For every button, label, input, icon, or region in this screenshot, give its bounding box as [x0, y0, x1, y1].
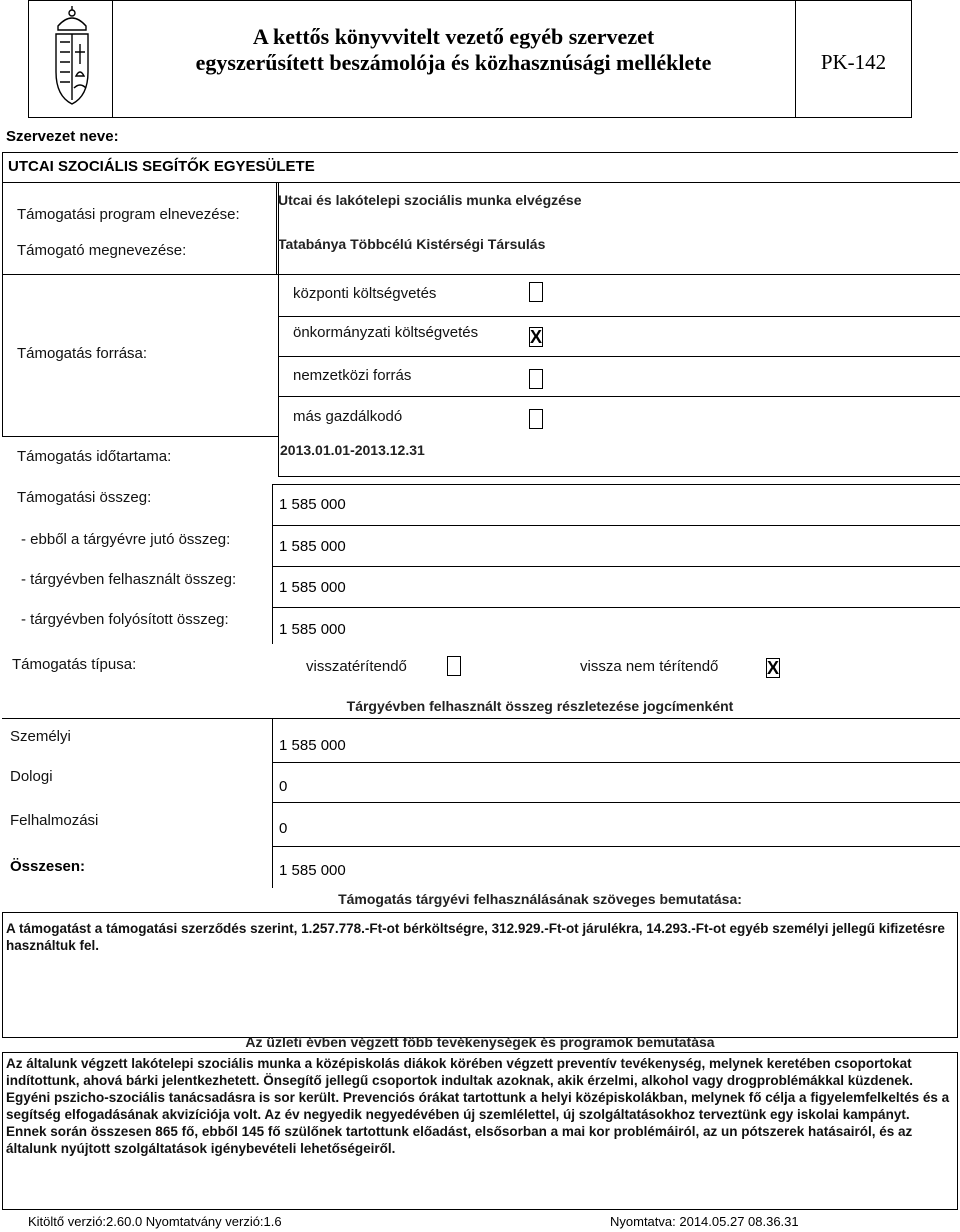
paid-amount-label: - tárgyévben folyósított összeg:: [21, 611, 229, 628]
footer-version: Kitöltő verzió:2.60.0 Nyomtatvány verzió:1.6: [28, 1214, 282, 1229]
activities-text: Az általunk végzett lakótelepi szociális munka a középiskolás diákok körében végzett preventív tevékenység, melynek keretében csoportokat indítottunk, ahová bárki jelentkezhetett. Önsegítő jellegű csoportok indultak azokn​ak, akik érzelmi, alkohol vagy drogproblémákkal küzdenek. Egyéni pszicho-szociális tanácsadásra is sor került. Prevenciós órákat tartottunk a helyi középiskolákban, melynek fő célja a figyelemfelkeltés és a segítség elfogadásának akvizíciója volt. Az év negyedik negyedévében új szemlélettel, új szolgáltatásokhoz terveztünk egy iskolai kampányt. Ennek során összesen 865 fő, ebből 145 fő szülőnek tartottunk előadást, elsősorban a mai kor problémáiról, az un pótszerek hatásairól, és az általunk nyújtott szolgáltatások igénybevételi lehetőségeiről.: [6, 1056, 950, 1156]
duration-value: 2013.01.01-2013.12.31: [280, 442, 425, 458]
org-name-label: Szervezet neve:: [6, 128, 119, 145]
footer-printed: Nyomtatva: 2014.05.27 08.36.31: [610, 1214, 799, 1229]
refundable-label: visszatérítendő: [306, 658, 407, 675]
source-option-other-business: más gazdálkodó: [293, 408, 403, 425]
usage-text: A támogatást a támogatási szerződés szerint, 1.257.778.-Ft-ot bérköltségre, 312.929.-Ft-ot járulékra, 14.293.-Ft-ot egyéb személyi jellegű kifizetésre használtuk fel.: [6, 921, 945, 953]
source-checkbox-international[interactable]: [529, 369, 543, 389]
refundable-checkbox[interactable]: [447, 656, 461, 676]
page-title-line-1: A kettős könyvvitelt vezető egyéb szervezet: [252, 24, 655, 49]
form-code: PK-142: [820, 50, 887, 74]
breakdown-personal-value: 1 585 000: [279, 737, 346, 754]
duration-label: Támogatás időtartama:: [17, 448, 172, 465]
source-checkbox-other-business[interactable]: [529, 409, 543, 429]
program-name-label: Támogatási program elnevezése:: [17, 206, 240, 223]
hungarian-coat-of-arms-icon: [50, 4, 94, 110]
total-amount-value: 1 585 000: [279, 496, 346, 513]
source-checkbox-municipal-budget[interactable]: X: [530, 327, 543, 347]
program-name-value: Utcai és lakótelepi szociális munka elvégzése: [278, 192, 582, 208]
year-amount-label: - ebből a tárgyévre jutó összeg:: [21, 531, 231, 548]
usage-heading: Támogatás tárgyévi felhasználásának szöveges bemutatása:: [338, 891, 742, 907]
paid-amount-value: 1 585 000: [279, 621, 346, 638]
breakdown-heading: Tárgyévben felhasznált összeg részletezése jogcímenként: [346, 698, 734, 714]
breakdown-total-label: Összesen:: [10, 858, 86, 875]
used-amount-value: 1 585 000: [279, 579, 346, 596]
breakdown-personal-label: Személyi: [10, 728, 71, 745]
source-option-municipal-budget: önkormányzati költségvetés: [293, 324, 479, 341]
source-option-international: nemzetközi forrás: [293, 367, 412, 384]
total-amount-label: Támogatási összeg:: [17, 489, 152, 506]
breakdown-material-value: 0: [279, 778, 288, 795]
breakdown-total-value: 1 585 000: [279, 862, 346, 879]
breakdown-capital-value: 0: [279, 820, 288, 837]
activities-heading: Az üzleti évben végzett főbb tevékenységek és programok bemutatása: [245, 1034, 715, 1050]
source-label: Támogatás forrása:: [17, 345, 148, 362]
page-title-line-2: egyszerűsített beszámolója és közhasznúsági melléklete: [195, 50, 712, 75]
nonrefundable-label: vissza nem térítendő: [580, 658, 719, 675]
org-name-value: UTCAI SZOCIÁLIS SEGÍTŐK EGYESÜLETE: [8, 158, 315, 175]
source-option-central-budget: központi költségvetés: [293, 285, 437, 302]
breakdown-capital-label: Felhalmozási: [10, 812, 99, 829]
year-amount-value: 1 585 000: [279, 538, 346, 555]
provider-value: Tatabánya Többcélú Kistérségi Társulás: [278, 236, 546, 252]
nonrefundable-checkbox[interactable]: X: [767, 658, 780, 678]
support-type-label: Támogatás típusa:: [12, 656, 137, 673]
provider-label: Támogató megnevezése:: [17, 242, 187, 259]
source-checkbox-central-budget[interactable]: [529, 282, 543, 302]
breakdown-material-label: Dologi: [10, 768, 53, 785]
used-amount-label: - tárgyévben felhasznált összeg:: [21, 571, 237, 588]
